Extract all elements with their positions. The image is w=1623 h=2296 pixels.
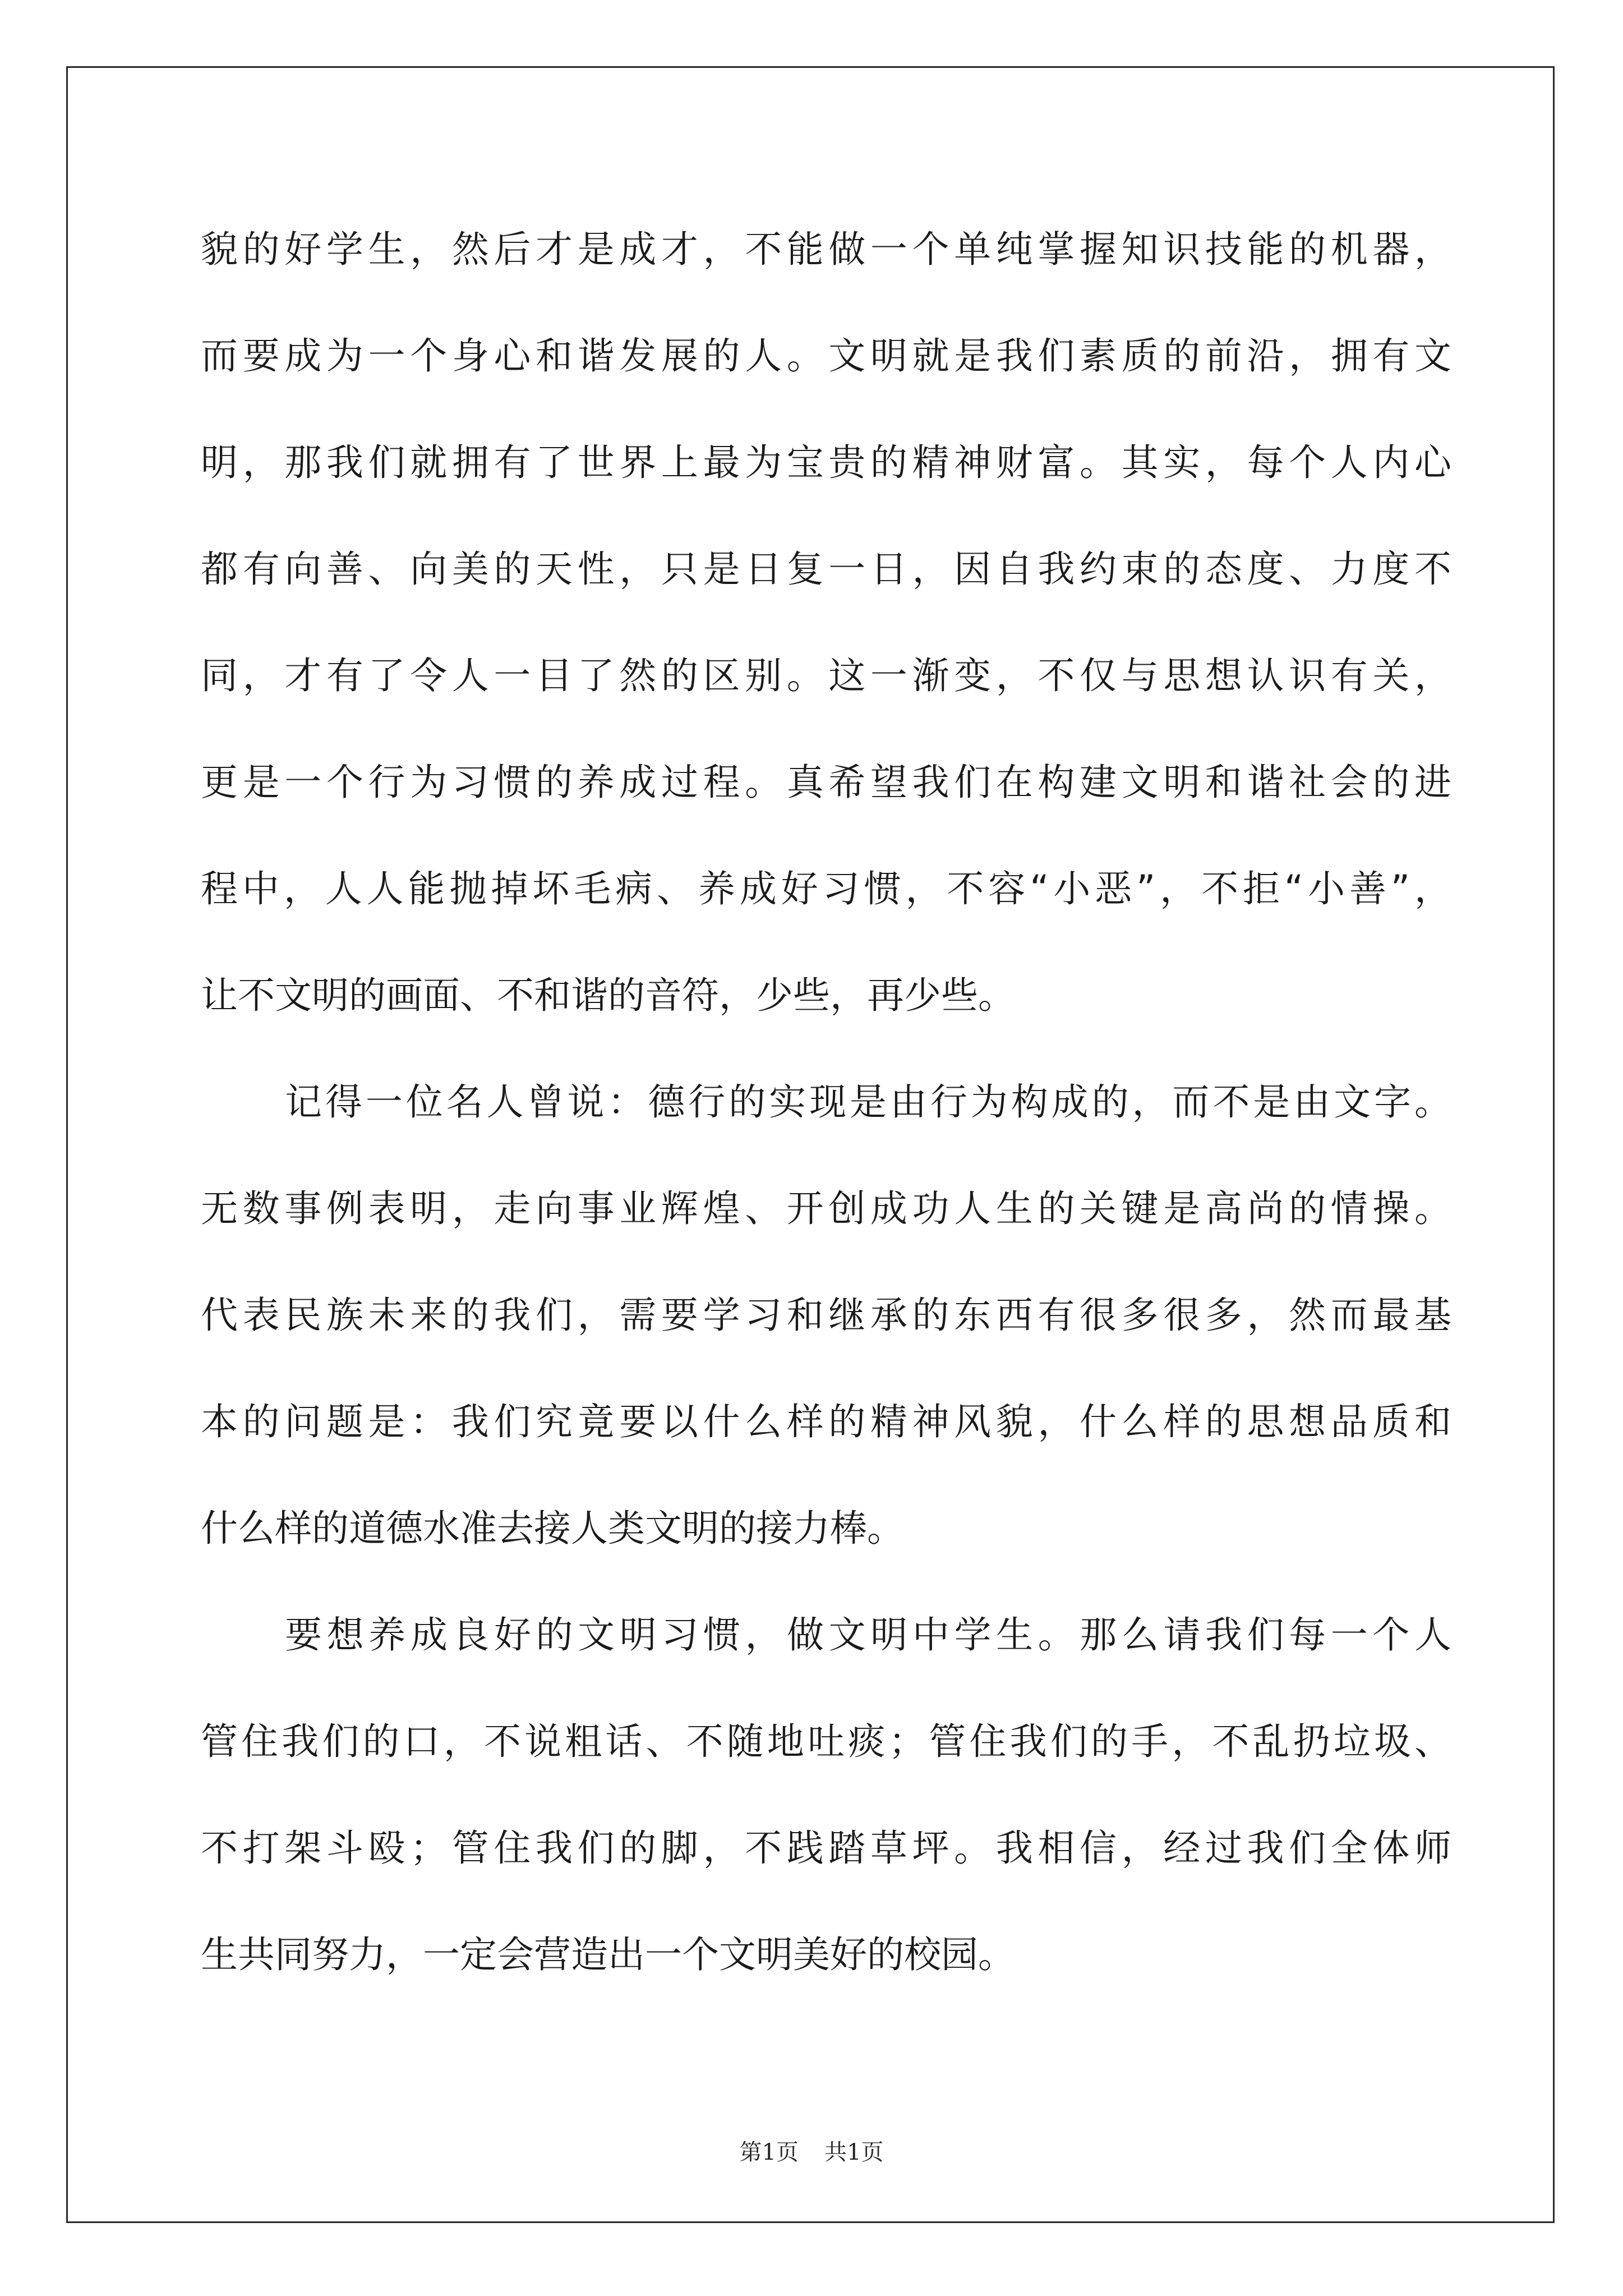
text-line: 同，才有了令人一目了然的区别。这一渐变，不仅与思想认识有关， — [201, 654, 1451, 697]
page-footer — [0, 2134, 1623, 2166]
text-line: 都有向善、向美的天性，只是日复一日，因自我约束的态度、力度不 — [201, 547, 1451, 591]
text-line: 代表民族未来的我们，需要学习和继承的东西有很多很多，然而最基 — [201, 1294, 1451, 1337]
paragraph-first-line: 要想养成良好的文明习惯，做文明中学生。那么请我们每一个人 — [285, 1613, 1451, 1657]
text-line: 更是一个行为习惯的养成过程。真希望我们在构建文明和谐社会的进 — [201, 761, 1451, 804]
text-line: 程中，人人能抛掉坏毛病、养成好习惯，不容“小恶”，不拒“小善”， — [201, 867, 1451, 910]
text-line: 无数事例表明，走向事业辉煌、开创成功人生的关键是高尚的情操。 — [201, 1187, 1451, 1230]
text-line: 而要成为一个身心和谐发展的人。文明就是我们素质的前沿，拥有文 — [201, 334, 1451, 378]
text-line: 不打架斗殴；管住我们的脚，不践踏草坪。我相信，经过我们全体师 — [201, 1826, 1451, 1870]
page-total: 共1页 — [824, 2139, 884, 2165]
text-line: 明，那我们就拥有了世界上最为宝贵的精神财富。其实，每个人内心 — [201, 441, 1451, 484]
text-line: 让不文明的画面、不和谐的音符，少些，再少些。 — [201, 974, 1015, 1017]
text-line: 本的问题是：我们究竟要以什么样的精神风貌，什么样的思想品质和 — [201, 1400, 1451, 1443]
text-line: 生共同努力，一定会营造出一个文明美好的校园。 — [201, 1933, 1015, 1976]
page-number: 第1页 — [739, 2139, 799, 2165]
document-body — [201, 196, 1451, 2008]
text-line: 什么样的道德水准去接人类文明的接力棒。 — [201, 1507, 904, 1550]
text-line: 管住我们的口，不说粗话、不随地吐痰；管住我们的手，不乱扔垃圾、 — [201, 1720, 1451, 1763]
paragraph-first-line: 记得一位名人曾说：德行的实现是由行为构成的，而不是由文字。 — [285, 1080, 1451, 1124]
text-line: 貌的好学生，然后才是成才，不能做一个单纯掌握知识技能的机器， — [201, 228, 1451, 271]
